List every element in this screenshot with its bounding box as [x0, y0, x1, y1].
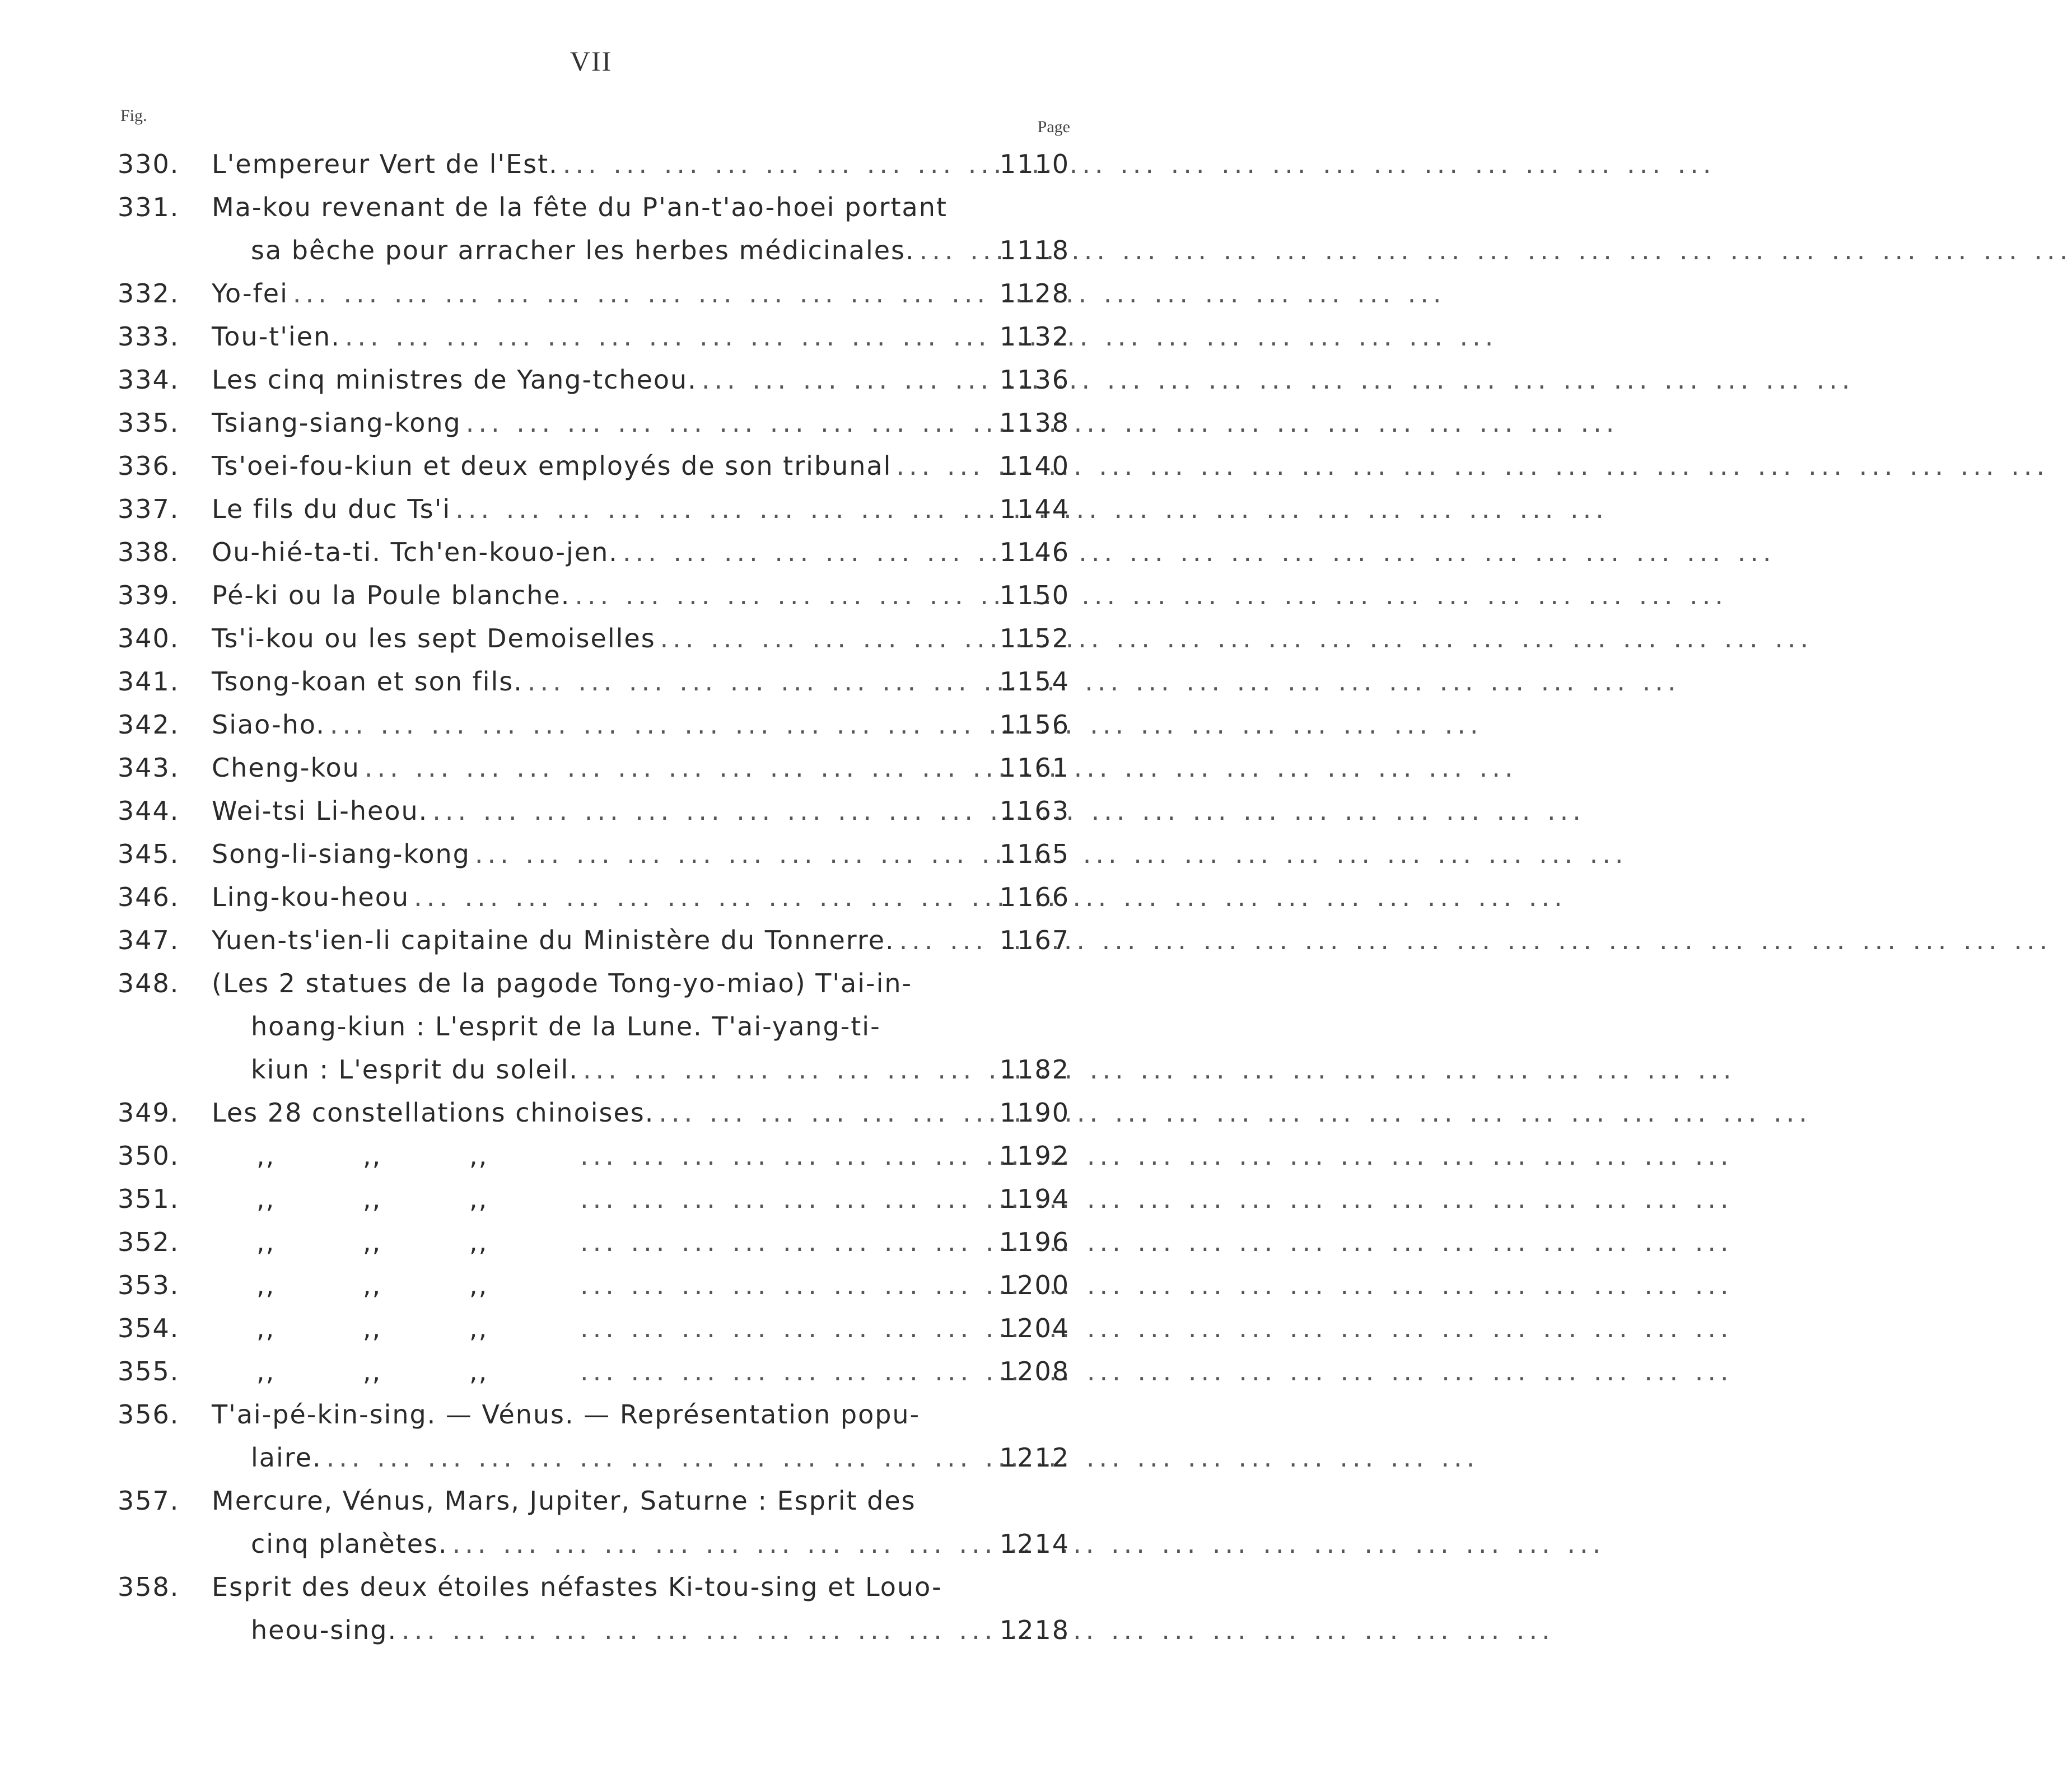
- ditto-marks: [212, 1178, 576, 1221]
- figure-number: 348.: [118, 968, 180, 998]
- toc-entry: [118, 1178, 1070, 1221]
- leader-dots: [558, 143, 1000, 186]
- entry-title: L'empereur Vert de l'Est.: [212, 149, 558, 179]
- figure-number: 334.: [118, 365, 180, 395]
- entry-title: Tsiang-siang-kong: [212, 408, 461, 438]
- figure-number: 350.: [118, 1141, 180, 1171]
- toc-entry: [118, 1566, 1070, 1652]
- leader-dots: [409, 876, 1000, 919]
- figure-number: 338.: [118, 537, 180, 567]
- entry-title: Tou-t'ien.: [212, 321, 340, 352]
- figure-number: 353.: [118, 1270, 180, 1300]
- ditto-marks: [212, 1221, 576, 1264]
- ditto-mark: ,,: [469, 1356, 488, 1386]
- entry-title: Tsong-koan et son fils.: [212, 666, 523, 697]
- page-number: 1132: [999, 321, 1070, 352]
- figure-number: 331.: [118, 192, 180, 222]
- ditto-mark: ,,: [256, 1141, 276, 1171]
- page-number: 1150: [999, 580, 1070, 610]
- figure-number: 347.: [118, 925, 180, 955]
- toc-entry: [118, 1307, 1070, 1350]
- page-number: 1200: [999, 1270, 1070, 1300]
- page-column-header: Page: [1037, 118, 1070, 136]
- page-number: 1156: [999, 709, 1070, 740]
- toc-entry: [118, 445, 1070, 488]
- toc-entry: [118, 401, 1070, 445]
- toc-entry: [118, 143, 1070, 186]
- page-number: 1214: [999, 1529, 1070, 1559]
- entry-title: Mercure, Vénus, Mars, Jupiter, Saturne : Esprit des: [212, 1486, 916, 1516]
- toc-entry: [118, 531, 1070, 574]
- toc-entry: [118, 617, 1070, 660]
- figure-number: 336.: [118, 451, 180, 481]
- leader-dots: [360, 746, 1000, 790]
- leader-dots: [578, 1048, 1000, 1091]
- toc-entry: [118, 919, 1070, 962]
- entry-title: Le fils du duc Ts'i: [212, 494, 451, 524]
- figure-number: 339.: [118, 580, 180, 610]
- leader-dots: [654, 1091, 1000, 1134]
- ditto-mark: ,,: [363, 1270, 382, 1300]
- leader-dots: [576, 1307, 1000, 1350]
- page-number: 1167: [999, 925, 1070, 955]
- ditto-mark: ,,: [363, 1141, 382, 1171]
- leader-dots: [340, 315, 1000, 358]
- entry-title: sa bêche pour arracher les herbes médicinales.: [251, 235, 915, 265]
- leader-dots: [697, 358, 1000, 401]
- leader-dots: [325, 703, 1000, 746]
- entry-title: Esprit des deux étoiles néfastes Ki-tou-sing et Louo-: [212, 1572, 942, 1602]
- ditto-mark: ,,: [469, 1184, 488, 1214]
- leader-dots: [576, 1264, 1000, 1307]
- page-number: 1166: [999, 882, 1070, 912]
- ditto-mark: ,,: [256, 1270, 276, 1300]
- page-number: 1161: [999, 753, 1070, 783]
- entry-title: Ou-hié-ta-ti. Tch'en-kouo-jen.: [212, 537, 618, 567]
- leader-dots: [656, 617, 1000, 660]
- page-number: 1208: [999, 1356, 1070, 1386]
- toc-entry: [118, 962, 1070, 1091]
- leader-dots: [576, 1350, 1000, 1393]
- entry-title: Wei-tsi Li-heou.: [212, 796, 428, 826]
- ditto-mark: ,,: [256, 1313, 276, 1343]
- ditto-mark: ,,: [363, 1184, 382, 1214]
- figure-number: 341.: [118, 666, 180, 697]
- page-number: 1118: [999, 235, 1070, 265]
- entry-title: Siao-ho.: [212, 709, 325, 740]
- entry-title: Ma-kou revenant de la fête du P'an-t'ao-hoei portant: [212, 192, 948, 222]
- entry-title: Yo-fei: [212, 278, 288, 309]
- ditto-mark: ,,: [256, 1184, 276, 1214]
- entry-title: Song-li-siang-kong: [212, 839, 470, 869]
- leader-dots: [576, 1178, 1000, 1221]
- ditto-marks: [212, 1307, 576, 1350]
- leader-dots: [892, 445, 1000, 488]
- leader-dots: [576, 1134, 1000, 1178]
- toc-entry: [118, 790, 1070, 833]
- toc-entry: [118, 1221, 1070, 1264]
- page-number: 1218: [999, 1615, 1070, 1645]
- toc-entry: [118, 186, 1070, 272]
- entry-title: Ts'i-kou ou les sept Demoiselles: [212, 623, 656, 653]
- table-of-figures: [118, 143, 1070, 1652]
- figure-number: 342.: [118, 709, 180, 740]
- fig-column-header: Fig.: [120, 106, 147, 125]
- leader-dots: [397, 1609, 1000, 1652]
- entry-title: Pé-ki ou la Poule blanche.: [212, 580, 571, 610]
- page-number: 1163: [999, 796, 1070, 826]
- figure-number: 357.: [118, 1486, 180, 1516]
- leader-dots: [448, 1523, 1000, 1566]
- ditto-mark: ,,: [363, 1227, 382, 1257]
- toc-entry: [118, 272, 1070, 315]
- toc-entry: [118, 1393, 1070, 1479]
- entry-title: hoang-kiun : L'esprit de la Lune. T'ai-yang-ti-: [251, 1011, 881, 1042]
- ditto-mark: ,,: [363, 1356, 382, 1386]
- toc-entry: [118, 574, 1070, 617]
- page-number: 1144: [999, 494, 1070, 524]
- ditto-mark: ,,: [469, 1313, 488, 1343]
- page-number: 1154: [999, 666, 1070, 697]
- leader-dots: [322, 1436, 1000, 1479]
- ditto-mark: ,,: [469, 1141, 488, 1171]
- entry-title: Ts'oei-fou-kiun et deux employés de son tribunal: [212, 451, 892, 481]
- leader-dots: [461, 401, 1000, 445]
- leader-dots: [288, 272, 1000, 315]
- leader-dots: [523, 660, 1000, 703]
- toc-entry: [118, 703, 1070, 746]
- figure-number: 356.: [118, 1399, 180, 1430]
- leader-dots: [428, 790, 1000, 833]
- toc-entry: [118, 315, 1070, 358]
- ditto-mark: ,,: [256, 1356, 276, 1386]
- leader-dots: [451, 488, 1000, 531]
- figure-number: 358.: [118, 1572, 180, 1602]
- figure-number: 346.: [118, 882, 180, 912]
- toc-entry: [118, 660, 1070, 703]
- leader-dots: [915, 229, 1000, 272]
- ditto-marks: [212, 1350, 576, 1393]
- page-number: 1138: [999, 408, 1070, 438]
- figure-number: 351.: [118, 1184, 180, 1214]
- page-number: 1128: [999, 278, 1070, 309]
- page-number: 1165: [999, 839, 1070, 869]
- figure-number: 330.: [118, 149, 180, 179]
- ditto-marks: [212, 1264, 576, 1307]
- figure-number: 332.: [118, 278, 180, 309]
- toc-entry: [118, 488, 1070, 531]
- page-number: 1212: [999, 1442, 1070, 1473]
- page-number: 1146: [999, 537, 1070, 567]
- page-number: 1192: [999, 1141, 1070, 1171]
- page-number: 1190: [999, 1098, 1070, 1128]
- ditto-mark: ,,: [469, 1270, 488, 1300]
- entry-title: Les cinq ministres de Yang-tcheou.: [212, 365, 697, 395]
- figure-number: 337.: [118, 494, 180, 524]
- toc-entry: [118, 1091, 1070, 1134]
- page-number: 1182: [999, 1054, 1070, 1085]
- figure-number: 344.: [118, 796, 180, 826]
- toc-entry: [118, 1134, 1070, 1178]
- entry-title: T'ai-pé-kin-sing. — Vénus. — Représentation popu-: [212, 1399, 921, 1430]
- figure-number: 335.: [118, 408, 180, 438]
- page-number: 1196: [999, 1227, 1070, 1257]
- leader-dots: [895, 919, 1000, 962]
- toc-entry: [118, 876, 1070, 919]
- page-number: 1152: [999, 623, 1070, 653]
- page-number: 1136: [999, 365, 1070, 395]
- entry-title: laire.: [251, 1442, 322, 1473]
- leader-dots: [618, 531, 1000, 574]
- figure-number: 345.: [118, 839, 180, 869]
- page-number-roman: VII: [570, 45, 613, 77]
- leader-dots: [570, 574, 1000, 617]
- toc-entry: [118, 833, 1070, 876]
- ditto-marks: [212, 1134, 576, 1178]
- entry-title: Les 28 constellations chinoises.: [212, 1098, 655, 1128]
- page-number: 1140: [999, 451, 1070, 481]
- leader-dots: [576, 1221, 1000, 1264]
- entry-title: cinq planètes.: [251, 1529, 448, 1559]
- toc-entry: [118, 1479, 1070, 1566]
- figure-number: 343.: [118, 753, 180, 783]
- figure-number: 333.: [118, 321, 180, 352]
- toc-entry: [118, 1350, 1070, 1393]
- entry-title: heou-sing.: [251, 1615, 398, 1645]
- ditto-mark: ,,: [363, 1313, 382, 1343]
- entry-title: (Les 2 statues de la pagode Tong-yo-miao) T'ai-in-: [212, 968, 913, 998]
- leader-dots: [470, 833, 1000, 876]
- page-number: 1194: [999, 1184, 1070, 1214]
- figure-number: 340.: [118, 623, 180, 653]
- ditto-mark: ,,: [256, 1227, 276, 1257]
- ditto-mark: ,,: [469, 1227, 488, 1257]
- toc-entry: [118, 746, 1070, 790]
- figure-number: 349.: [118, 1098, 180, 1128]
- toc-entry: [118, 358, 1070, 401]
- entry-title: Cheng-kou: [212, 753, 360, 783]
- page-number: 1110: [999, 149, 1070, 179]
- figure-number: 352.: [118, 1227, 180, 1257]
- entry-title: Yuen-ts'ien-li capitaine du Ministère du Tonnerre.: [212, 925, 895, 955]
- figure-number: 354.: [118, 1313, 180, 1343]
- figure-number: 355.: [118, 1356, 180, 1386]
- toc-entry: [118, 1264, 1070, 1307]
- page-number: 1204: [999, 1313, 1070, 1343]
- entry-title: kiun : L'esprit du soleil.: [251, 1054, 578, 1085]
- entry-title: Ling-kou-heou: [212, 882, 410, 912]
